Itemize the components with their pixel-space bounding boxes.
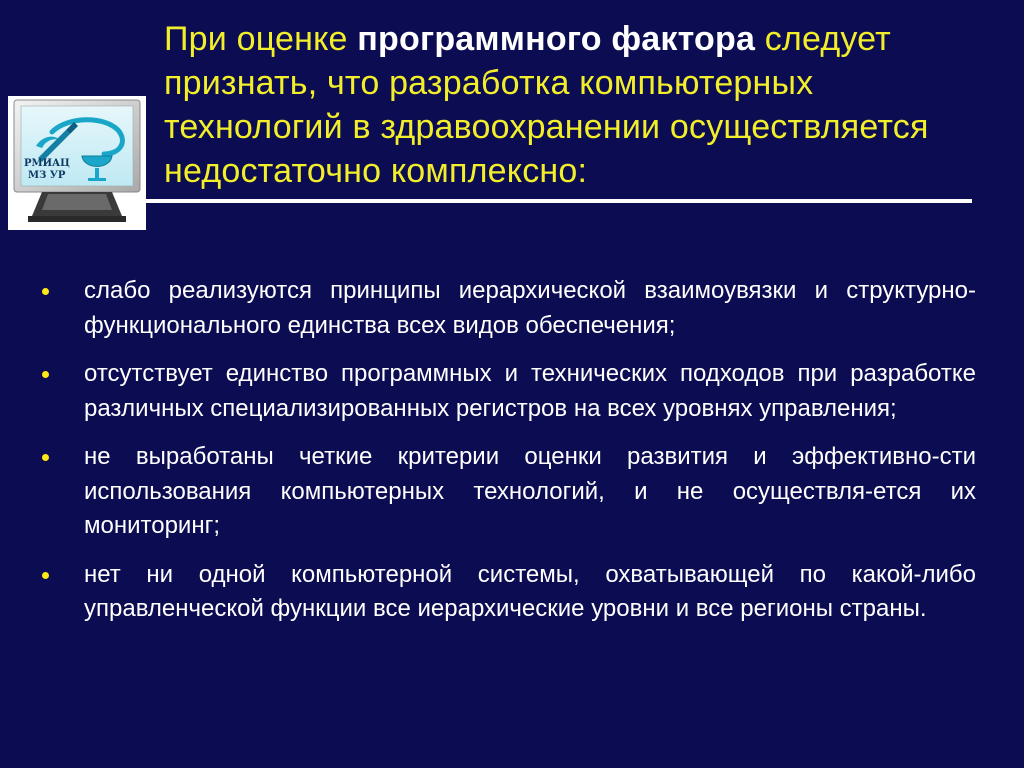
logo-text-line1: РМИАЦ [24,158,70,169]
bullet-text: слабо реализуются принципы иерархической взаимоувязки и структурно-функционального единства всех видов обеспечения; [84,277,976,339]
title-divider [146,199,972,203]
bullet-list [36,274,976,641]
medical-monitor-logo-icon [8,96,146,230]
bullet-text: отсутствует единство программных и технических подходов при разработке различных специализированных регистров на всех уровнях управления; [84,360,976,422]
list-item [36,274,976,343]
bullet-icon [42,288,49,295]
list-item [36,558,976,627]
bullet-text: нет ни одной компьютерной системы, охватывающей по какой-либо управленческой функции все иерархические уровни и все регионы страны. [84,560,976,622]
bullet-icon [42,371,49,378]
logo [8,96,146,230]
list-item [36,440,976,544]
bullet-icon [42,572,49,579]
page-title [164,17,994,193]
title-part2: следует признать, что разработка компьютерных технологий в здравоохранении осуществляется недостаточно комплексно: [164,20,929,190]
title-part1: При оценке [164,20,358,58]
list-item [36,357,976,426]
title-bold: программного фактора [357,20,756,58]
bullet-text: не выработаны четкие критерии оценки развития и эффективно-сти использования компьютерных технологий, и не осуществля-ется их мониторинг; [84,443,976,539]
bullet-icon [42,454,49,461]
logo-text-line2: МЗ УР [28,170,66,181]
